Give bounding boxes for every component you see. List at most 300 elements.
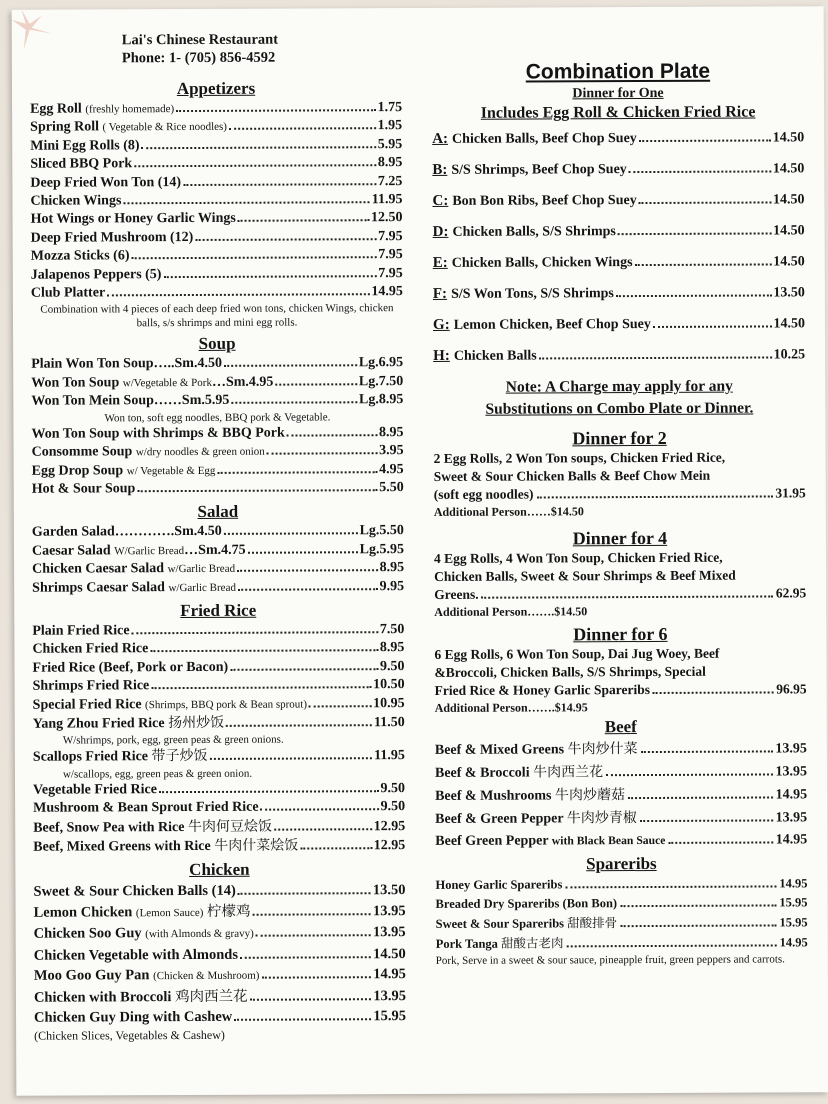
menu-item-name [31, 424, 284, 444]
item-name-text: Chicken Guy Ding with Cashew [33, 1009, 233, 1027]
right-column [432, 58, 808, 968]
combo-name: Chicken Balls [453, 348, 537, 364]
item-name-text: Consomme Soup [31, 444, 133, 460]
menu-item-row [33, 676, 405, 696]
combo-name: Chicken Balls, Chicken Wings [451, 255, 633, 271]
dot-leader [230, 668, 378, 671]
menu-item-row [31, 373, 403, 393]
item-name-text: Vegetable Fried Rice [33, 781, 157, 798]
menu-item-row [31, 210, 403, 230]
item-name-text: Jalapenos Peppers (5) [30, 266, 162, 283]
item-chinese-name: 鸡肉西兰花 [175, 988, 248, 1005]
menu-item-name [30, 118, 227, 137]
item-name-text: Plain Fried Rice [32, 623, 130, 639]
item-name-text: Beef & Green Pepper [435, 811, 564, 827]
appetizers-list [30, 99, 403, 303]
dot-leader [159, 790, 379, 793]
item-name-text: Beef, Snow Pea with Rice [33, 819, 185, 836]
dot-leader [267, 452, 377, 454]
item-name-text: Mozza Sticks (6) [30, 248, 130, 264]
menu-item-name [32, 461, 216, 480]
dinner-4-line-2: Chicken Balls, Sweet & Sour Shrimps & Beef Mixed [434, 567, 736, 584]
item-name-text: Spring Roll [30, 119, 100, 136]
item-price: 7.95 [378, 228, 403, 245]
item-name-text: Chicken Vegetable with Almonds [33, 946, 239, 964]
dot-leader [195, 238, 376, 241]
item-name-text: Shrimps Caesar Salad [32, 579, 165, 596]
combo-letter: G: [432, 316, 450, 333]
item-price: 7.95 [378, 265, 403, 281]
dinner-6-additional [435, 698, 807, 716]
dinner-4-price: 62.95 [775, 585, 807, 601]
item-small-price: …Sm.4.95 [211, 374, 274, 390]
item-price: 7.25 [377, 173, 403, 189]
item-note: (Lemon Sauce) [135, 906, 204, 920]
scallops-note: w/scallops, egg, green peas & green onion. [62, 767, 253, 781]
combo-letter: H: [433, 347, 450, 364]
menu-item-row [32, 658, 404, 678]
item-name-text: Sliced BBQ Pork [30, 156, 133, 172]
beef-item-row [435, 806, 807, 831]
menu-item-name [435, 761, 603, 785]
dot-leader [253, 913, 371, 916]
beef-item-row [435, 760, 807, 785]
menu-item-name [32, 523, 222, 542]
item-price: 12.95 [373, 818, 406, 834]
item-chinese-name: 牛肉炒青椒 [566, 810, 637, 827]
dot-leader [151, 686, 371, 689]
menu-item-name [435, 875, 562, 895]
menu-item-name [31, 284, 105, 303]
dot-leader [224, 533, 358, 536]
item-name-text: Won Ton Soup [31, 375, 120, 391]
dot-leader [131, 256, 376, 259]
menu-item-name [435, 830, 665, 853]
menu-item-name [436, 894, 618, 914]
dot-leader [238, 220, 369, 223]
item-name-text: Shrimps Fried Rice [32, 678, 150, 694]
dot-leader [238, 588, 378, 591]
combo-item-row [432, 153, 804, 186]
section-title-spareribs: Spareribs [586, 853, 657, 874]
item-name-text: Won Ton Mein Soup……Sm.5.95 [31, 393, 230, 409]
item-price: 1.75 [377, 100, 403, 116]
item-price: 11.50 [373, 715, 405, 731]
item-name-text: Egg Roll [30, 101, 82, 117]
item-price: 13.95 [775, 810, 808, 826]
combo-item-row [433, 246, 805, 279]
item-note: W/Garlic Bread [114, 544, 185, 558]
menu-item-name [436, 933, 564, 954]
dot-leader [224, 365, 357, 368]
item-chinese-name: 牛肉何豆烩饭 [187, 818, 273, 835]
menu-item-name [34, 945, 238, 966]
combo-letter: C: [432, 192, 449, 209]
menu-item-row [33, 713, 405, 734]
chicken-list [33, 880, 406, 1028]
combo-letter: E: [432, 254, 448, 271]
menu-item-row [31, 391, 403, 411]
dot-leader [107, 293, 369, 296]
dot-leader [300, 847, 372, 849]
dot-leader [142, 146, 376, 149]
restaurant-phone: Phone: 1- (705) 856-4592 [121, 49, 276, 67]
item-price: 8.95 [378, 424, 404, 440]
item-name-text: Pork Tanga [435, 936, 498, 951]
menu-item-name [30, 192, 121, 211]
dinner-4-price-row [434, 584, 806, 604]
item-price: Lg.5.50 [359, 523, 404, 539]
dot-leader [275, 383, 357, 385]
sparerib-item-row [436, 912, 808, 934]
item-note: with Black Bean Sauce [551, 833, 666, 848]
menu-item-row [33, 780, 405, 800]
salad-list [32, 522, 404, 597]
won-ton-mein-note: Won ton, soft egg noodles, BBQ pork & Vegetable. [104, 411, 331, 425]
item-note: (Chicken & Mushroom) [153, 970, 260, 983]
combo-letter: F: [432, 285, 448, 302]
dinner-2-additional [434, 502, 806, 520]
item-note: (freshly homemade) [85, 103, 175, 116]
menu-item-row [30, 136, 402, 156]
menu-item-row [32, 578, 404, 598]
menu-item-name [435, 784, 625, 808]
item-name-text: Beef & Mushrooms [435, 788, 552, 804]
menu-item-name [32, 560, 235, 579]
combo-letter: B: [432, 161, 448, 178]
item-name-text: Garden Salad………….Sm.4.50 [31, 524, 222, 541]
dot-leader [620, 904, 776, 907]
item-name-text: Mushroom & Bean Sprout Fried Rice [33, 799, 259, 816]
combo-price: 14.50 [772, 130, 805, 146]
dinner-4-additional [434, 602, 806, 620]
item-name-text: Sweet & Sour Spareribs [435, 916, 565, 931]
menu-item-row [33, 880, 405, 902]
item-price: 10.50 [373, 677, 405, 693]
dinner-6-title: Dinner for 6 [573, 623, 668, 645]
menu-item-name [33, 677, 150, 696]
item-name-text: Beef, Mixed Greens with Rice [33, 838, 211, 855]
item-price: 13.95 [372, 902, 406, 920]
menu-item-row [32, 559, 404, 579]
item-note: (Shrimps, BBQ pork & Bean sprout) [145, 698, 308, 711]
menu-item-name [32, 659, 228, 678]
item-name-text: Deep Fried Mushroom (12) [30, 229, 194, 246]
sparerib-item-row [436, 893, 808, 914]
dot-leader [639, 139, 771, 142]
item-price: 14.95 [373, 966, 406, 983]
dot-leader [653, 325, 772, 328]
beef-item-row [435, 829, 807, 853]
dot-leader [668, 841, 772, 843]
menu-item-name [33, 837, 298, 858]
item-note: w/Vegetable & Pork [122, 376, 212, 390]
item-chinese-name: 甜酸古老肉 [500, 935, 564, 951]
menu-item-name [33, 817, 272, 837]
menu-item-name [32, 480, 136, 499]
menu-item-name [32, 443, 265, 462]
item-name-text: Egg Drop Soup [31, 462, 124, 479]
item-name-text: Plain Won Ton Soup…..Sm.4.50 [31, 356, 222, 373]
substitution-note-2: Substitutions on Combo Plate or Dinner. [485, 399, 754, 418]
menu-item-name [31, 355, 222, 374]
item-price: 13.50 [372, 882, 406, 899]
menu-item-row [31, 283, 403, 303]
item-price: 7.50 [379, 622, 405, 638]
dinner-4-title: Dinner for 4 [572, 527, 668, 549]
dot-leader [274, 828, 372, 830]
beef-item-row [435, 783, 807, 808]
item-note: ( Vegetable & Rice noodles) [102, 121, 227, 134]
menu-item-name [31, 374, 273, 393]
dot-leader [183, 183, 376, 186]
item-price: 8.95 [377, 155, 403, 171]
item-price: 14.95 [371, 284, 403, 300]
item-name-text: Lemon Chicken [33, 904, 133, 921]
dot-leader [620, 924, 776, 927]
section-title-appetizers: Appetizers [176, 78, 256, 99]
item-name-text: Beef & Mixed Greens [434, 742, 565, 758]
menu-item-row [31, 265, 403, 285]
menu-item-name [435, 807, 637, 831]
dinner-4-line-3: Greens. [434, 586, 479, 602]
item-price: 13.95 [775, 741, 807, 757]
menu-item-name [34, 923, 254, 945]
item-price: 11.95 [371, 192, 403, 208]
item-price: 14.50 [373, 945, 406, 963]
dot-leader [567, 944, 777, 947]
menu-item-name [32, 578, 236, 597]
dinner-6-line-2: &Broccoli, Chicken Balls, S/S Shrimps, Special [434, 663, 706, 680]
dot-leader [287, 434, 377, 436]
section-title-fried-rice: Fried Rice [180, 600, 257, 620]
combo-item-row [433, 339, 805, 372]
menu-item-name [32, 641, 148, 660]
item-price: 9.50 [379, 658, 405, 674]
item-chinese-name: 牛肉炒什菜 [567, 741, 638, 758]
item-price: 10.95 [373, 695, 405, 711]
menu-item-name [34, 965, 260, 987]
item-name-text: Beef & Broccoli [434, 765, 530, 781]
item-price: 15.95 [779, 915, 808, 930]
menu-item-row [34, 944, 406, 966]
menu-item-row [32, 461, 404, 481]
beef-item-row [435, 737, 807, 762]
menu-item-row [30, 117, 402, 137]
item-name-text: Club Platter [30, 285, 106, 301]
combo-title: Combination Plate [525, 59, 711, 84]
dot-leader [653, 691, 773, 694]
dot-leader [217, 471, 377, 474]
fried-rice-list-2 [33, 780, 405, 857]
section-title-soup: Soup [198, 334, 236, 354]
menu-item-row [31, 246, 403, 266]
item-note: (with Almonds & gravy) [145, 928, 254, 941]
item-price: 12.95 [373, 838, 406, 854]
dot-leader [639, 201, 771, 204]
dot-leader [261, 977, 371, 979]
menu-item-row [32, 639, 404, 659]
item-price: 14.95 [779, 935, 808, 950]
menu-item-row [34, 901, 406, 924]
item-price: 9.95 [379, 578, 405, 594]
dinner-6-line-1: 6 Egg Rolls, 6 Won Ton Soup, Dai Jug Woey, Beef [434, 645, 720, 662]
dot-leader [132, 631, 378, 634]
dot-leader [635, 263, 772, 266]
item-price: Lg.5.95 [359, 541, 405, 557]
menu-item-row [30, 173, 402, 193]
dinner-2-line-3: (soft egg noodles) [433, 486, 534, 502]
combo-price: 10.25 [773, 347, 806, 363]
menu-item-name [33, 714, 224, 734]
menu-item-row [31, 228, 403, 248]
combo-price: 14.50 [773, 316, 806, 332]
menu-item-name [33, 781, 157, 800]
menu-item-name [32, 541, 246, 560]
additional-person-price: $14.50 [550, 504, 584, 519]
combo-name: S/S Shrimps, Beef Chop Suey [451, 162, 627, 178]
menu-item-row [33, 836, 405, 857]
combo-item-row [432, 184, 804, 217]
combo-letter: A: [432, 130, 449, 147]
menu-item-row [33, 695, 405, 715]
menu-item-row [34, 1006, 406, 1028]
menu-item-row [32, 442, 404, 462]
item-name-text: Chicken Wings [30, 193, 122, 209]
item-price: 13.95 [775, 764, 807, 780]
item-price: 3.95 [379, 443, 404, 459]
dot-leader [641, 750, 773, 753]
item-note: w/Garlic Bread [167, 562, 236, 576]
club-platter-note: Combination with 4 pieces of each deep fried won tons, chicken Wings, chicken balls, s/s shrimps and mini egg rolls. [40, 302, 394, 330]
combo-price: 14.50 [772, 161, 805, 177]
menu-item-name [34, 1007, 232, 1028]
item-price: 8.95 [379, 640, 405, 656]
item-chinese-name: 柠檬鸡 [206, 903, 251, 920]
item-name-text: Breaded Dry Spareribs (Bon Bon) [435, 896, 618, 911]
dot-leader [134, 164, 376, 167]
pork-tanga-note: Pork, Serve in a sweet & sour sauce, pineapple fruit, green peppers and carrots. [435, 953, 785, 967]
menu-item-name [33, 799, 259, 818]
soup-list-2 [31, 424, 403, 499]
menu-item-row [30, 191, 402, 211]
menu-item-name [32, 622, 129, 641]
additional-person-label: Additional Person……. [434, 604, 555, 619]
item-price: 14.95 [775, 832, 808, 848]
menu-item-row [32, 522, 404, 542]
menu-item-name [31, 248, 130, 267]
dot-leader [628, 796, 773, 799]
dot-leader [229, 128, 376, 131]
item-name-text: Chicken Fried Rice [32, 641, 149, 658]
menu-item-row [34, 964, 406, 987]
combo-letter: D: [432, 223, 449, 240]
item-chinese-name: 扬州炒饭 [168, 714, 225, 732]
item-price: Lg.6.95 [358, 355, 404, 371]
substitution-note-1: Note: A Charge may apply for any [505, 377, 733, 396]
dot-leader [261, 808, 379, 811]
item-name-text: Deep Fried Won Ton (14) [30, 174, 182, 191]
menu-item-name [30, 137, 139, 156]
dinner-6-price: 96.95 [776, 681, 807, 697]
combo-list [432, 122, 805, 372]
menu-item-name [436, 913, 618, 934]
dinner-2-price: 31.95 [775, 485, 806, 501]
combo-includes: Includes Egg Roll & Chicken Fried Rice [480, 103, 756, 122]
item-name-text: Honey Garlic Spareribs [435, 877, 563, 892]
menu-sheet [12, 6, 828, 1096]
menu-item-name [30, 174, 181, 193]
item-note: w/dry noodles & green onion [135, 445, 265, 459]
menu-item-row [33, 746, 405, 767]
item-name-text: Caesar Salad [31, 543, 111, 559]
item-name-text: Special Fried Rice [32, 696, 142, 713]
dot-leader [226, 724, 372, 727]
additional-person-label: Additional Person…… [433, 504, 551, 519]
combo-subtitle: Dinner for One [572, 85, 664, 102]
soup-list [31, 355, 403, 412]
menu-item-row [30, 99, 402, 119]
menu-item-row [32, 479, 404, 499]
section-title-salad: Salad [197, 502, 239, 522]
item-name-text: Sweet & Sour Chicken Balls (14) [33, 883, 236, 901]
dinner-6-price-row [435, 680, 807, 700]
beef-list [435, 737, 807, 853]
item-name-text: Chicken Soo Guy [33, 925, 142, 943]
item-price: 14.95 [775, 787, 808, 803]
dot-leader [629, 170, 771, 173]
dot-leader [616, 294, 772, 297]
dot-leader [256, 935, 371, 938]
item-price: 7.95 [378, 247, 403, 263]
menu-item-name [30, 100, 174, 119]
menu-item-row [30, 154, 402, 174]
menu-item-name [34, 987, 248, 1008]
combo-name: Lemon Chicken, Beef Chop Suey [453, 316, 651, 333]
menu-item-row [31, 424, 403, 444]
item-name-text: Yang Zhou Fried Rice [32, 716, 165, 732]
menu-item-row [33, 817, 405, 838]
dot-leader [539, 356, 772, 359]
dot-leader [640, 819, 773, 822]
item-price: 5.50 [379, 479, 404, 496]
combo-item-row [433, 215, 805, 248]
menu-item-name [31, 229, 194, 248]
menu-item-row [33, 798, 405, 818]
section-title-chicken: Chicken [189, 860, 250, 880]
spareribs-list [435, 874, 807, 954]
combo-price: 14.50 [772, 192, 805, 208]
item-price: 9.50 [380, 799, 406, 815]
menu-item-row [31, 355, 403, 375]
item-price: Lg.7.50 [358, 373, 404, 390]
menu-item-row [32, 621, 404, 641]
item-price: 13.95 [373, 987, 406, 1005]
dot-leader [240, 956, 371, 959]
menu-item-row [34, 986, 406, 1008]
dot-leader [537, 495, 773, 498]
section-title-beef: Beef [604, 717, 637, 737]
dot-leader [210, 758, 373, 761]
menu-item-name [31, 266, 162, 285]
combo-price: 14.50 [773, 254, 805, 270]
item-chinese-name: 甜酸排骨 [567, 915, 618, 931]
item-name-text: Fried Rice (Beef, Pork or Bacon) [32, 659, 229, 676]
combo-item-row [433, 277, 805, 310]
item-name-text: Scallops Fried Rice [32, 749, 149, 766]
item-price: 4.95 [379, 461, 404, 477]
menu-item-name [34, 902, 251, 924]
